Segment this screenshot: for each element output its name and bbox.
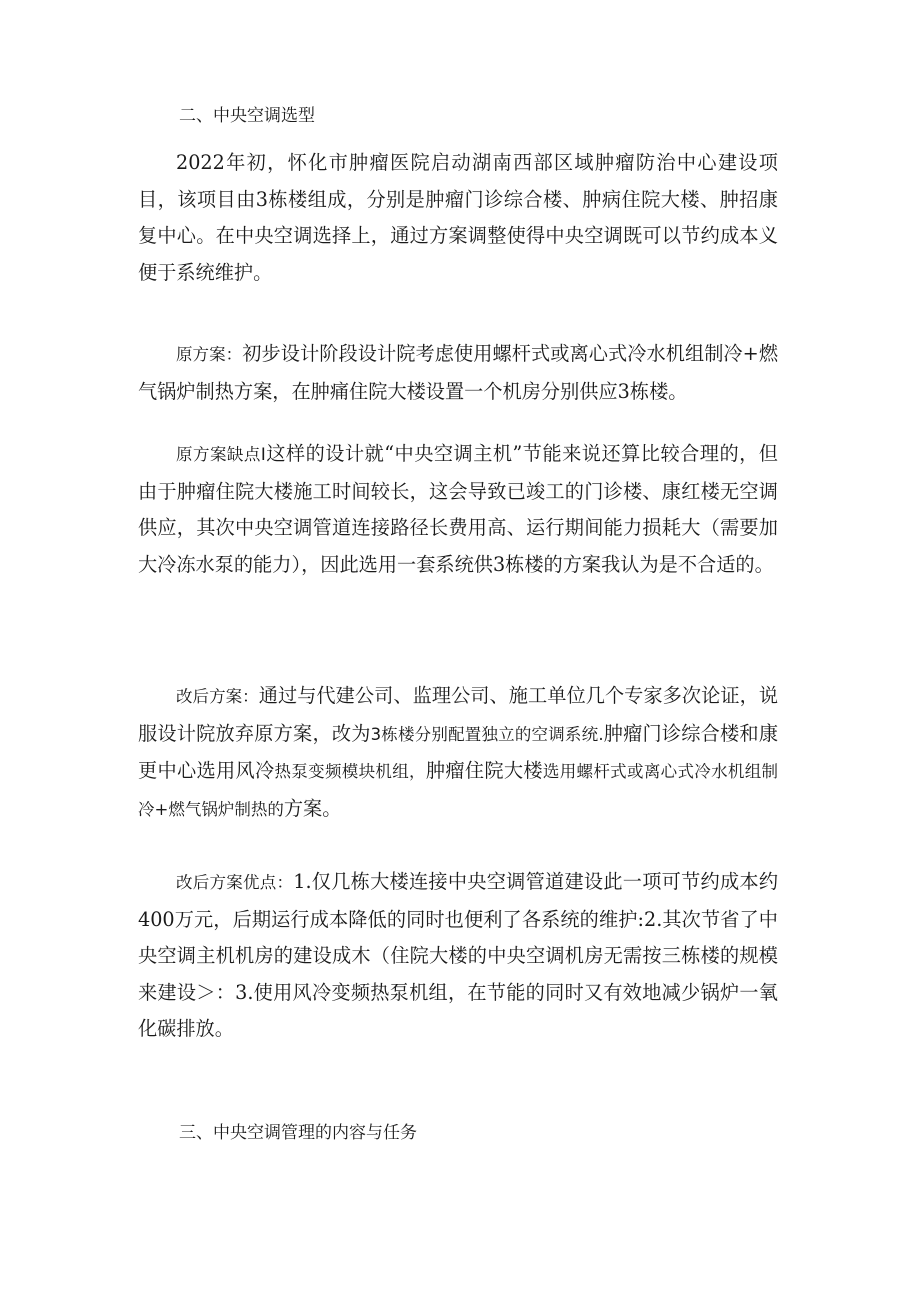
revised-benefits-text: 1.仅几栋大楼连接中央空调管道建设此一项可节约成本约400万元，后期运行成本降低的同时也便利了各系统的维护:2.其次节省了中央空调主机机房的建设成木（住院大楼的中央空调机房无需按三栋楼的规模来建设＞：3.使用风冷变频热泵机组，在节能的同时又有效地减少锅炉一氧化碳排放。	[138, 870, 779, 1040]
revised-plan-text-b: 3栋楼分别配置独立的空调系统.	[370, 724, 604, 744]
revised-plan-text-e: 肿瘤住院大楼	[425, 759, 543, 782]
revised-benefits-paragraph	[138, 864, 778, 1048]
original-flaws-paragraph	[138, 436, 778, 583]
revised-plan-text-c: 肿瘤门诊综合楼和康更中心选用风冷	[138, 721, 779, 782]
revised-plan-text-f: 选用螺杆式或离心式冷水机组制冷+燃气锅炉制热的	[138, 762, 779, 819]
revised-plan-text-a: 通过与代建公司、监理公司、施工单位几个专家多次论证，说服设计院放弃原方案，改为	[138, 684, 779, 745]
original-plan-text: 初步设计阶段设计院考虑使用螺杆式或离心式冷水机组制冷+燃气锅炉制热方案，在肿痛住院大楼设置一个机房分别供应3栋楼。	[138, 342, 779, 403]
original-flaws-label: 原方案缺点I	[176, 445, 266, 464]
original-flaws-text: 这样的设计就“中央空调主机”节能来说还算比较合理的，但由于肿瘤住院大楼施工时间较长，这会导致已竣工的门诊楼、康红楼无空调供应，其次中央空调管道连接路径长费用高、运行期间能力损耗大（需要加大冷冻水泵的能力），因此选用一套系统供3栋楼的方案我认为是不合适的。	[138, 442, 778, 576]
revised-plan-text-g: 方案。	[283, 796, 342, 820]
intro-paragraph: 2022年初，怀化市肿瘤医院启动湖南西部区域肿瘤防治中心建设项目，该项目由3栋楼组成，分别是肿瘤门诊综合楼、肿病住院大楼、肿招康复中心。在中央空调选择上，通过方案调整使得中央空调既可以节约成本义便于系统维护。	[138, 151, 778, 284]
original-plan-paragraph	[138, 336, 778, 410]
revised-benefits-label: 改后方案优点：	[176, 873, 294, 892]
revised-plan-label: 改后方案：	[176, 687, 259, 706]
revised-plan-paragraph	[138, 678, 778, 828]
section-heading-3: 三、中央空调管理的内容与任务	[179, 1123, 417, 1143]
revised-plan-text-d: 热泵变频模块机组，	[274, 762, 426, 781]
original-plan-label: 原方案：	[176, 345, 243, 364]
section-heading-2: 二、中央空调选型	[179, 106, 315, 126]
